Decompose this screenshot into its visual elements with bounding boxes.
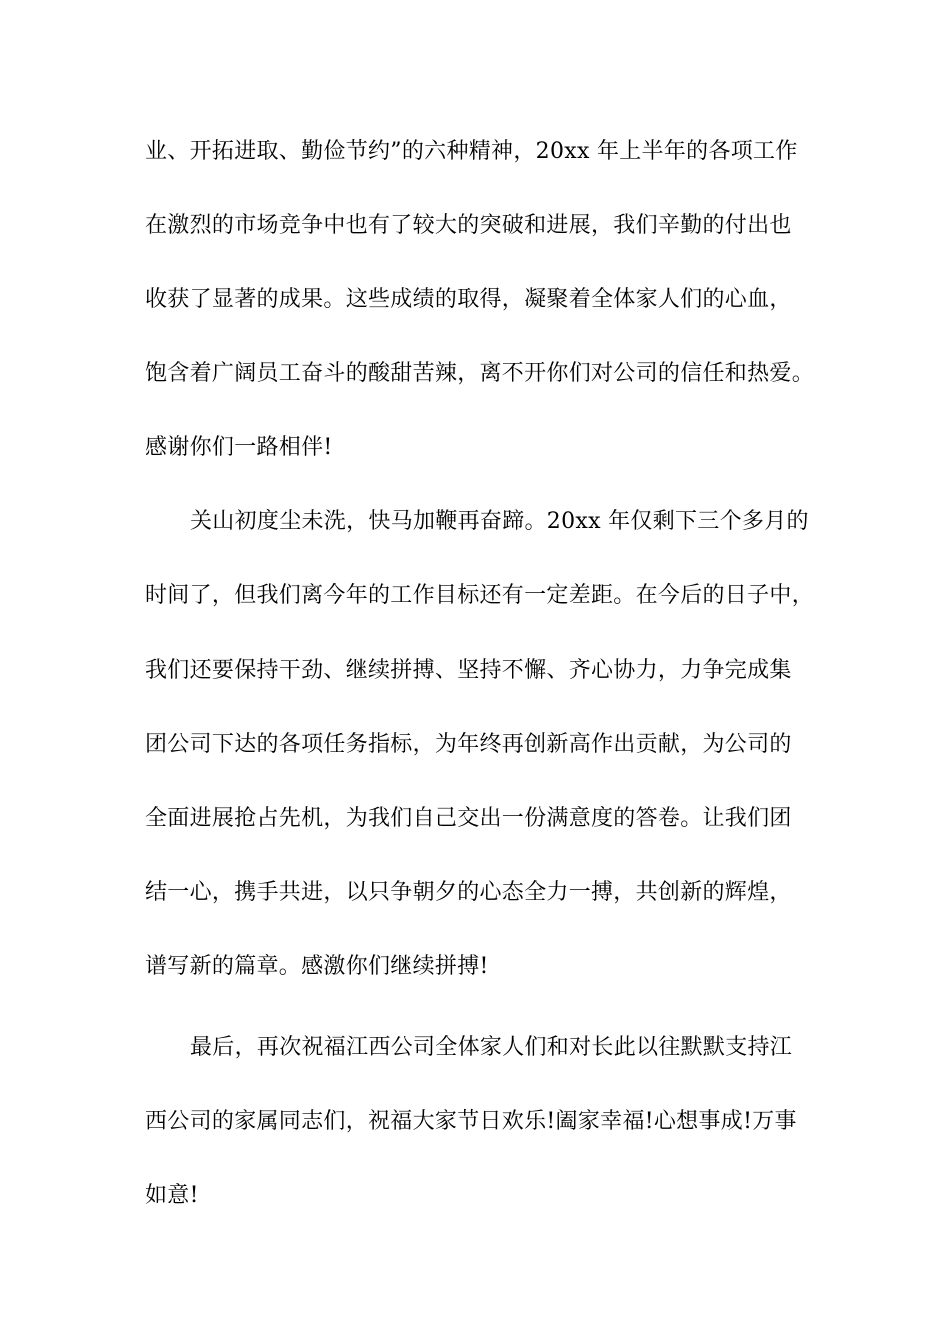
paragraph-2-line-1: 关山初度尘未洗，快马加鞭再奋蹄。20xx 年仅剩下三个多月的	[190, 509, 809, 534]
paragraph-1-line-3: 收获了显著的成果。这些成绩的取得，凝聚着全体家人们的心血，	[145, 287, 792, 312]
paragraph-2-line-3: 我们还要保持干劲、继续拼搏、坚持不懈、齐心协力，力争完成集	[145, 658, 792, 683]
paragraph-2-line-4: 团公司下达的各项任务指标，为年终再创新高作出贡献，为公司的	[145, 732, 792, 757]
paragraph-1-line-1: 业、开拓进取、勤俭节约”的六种精神，20xx 年上半年的各项工作	[145, 139, 798, 164]
paragraph-2-line-7: 谱写新的篇章。感激你们继续拼搏!	[145, 954, 489, 979]
paragraph-3-line-2: 西公司的家属同志们，祝福大家节日欢乐!阖家幸福!心想事成!万事	[145, 1109, 797, 1134]
paragraph-3-line-1: 最后，再次祝福江西公司全体家人们和对长此以往默默支持江	[190, 1035, 793, 1060]
paragraph-2-line-5: 全面进展抢占先机，为我们自己交出一份满意度的答卷。让我们团	[145, 806, 792, 831]
paragraph-1-line-5: 感谢你们一路相伴!	[145, 435, 333, 460]
paragraph-3-line-3: 如意!	[145, 1183, 199, 1208]
paragraph-2-line-2: 时间了，但我们离今年的工作目标还有一定差距。在今后的日子中，	[145, 583, 815, 608]
paragraph-1-line-4: 饱含着广阔员工奋斗的酸甜苦辣，离不开你们对公司的信任和热爱。	[145, 361, 815, 386]
paragraph-1-line-2: 在激烈的市场竞争中也有了较大的突破和进展，我们辛勤的付出也	[145, 213, 792, 238]
paragraph-2-line-6: 结一心，携手共进，以只争朝夕的心态全力一搏，共创新的辉煌，	[145, 880, 792, 905]
